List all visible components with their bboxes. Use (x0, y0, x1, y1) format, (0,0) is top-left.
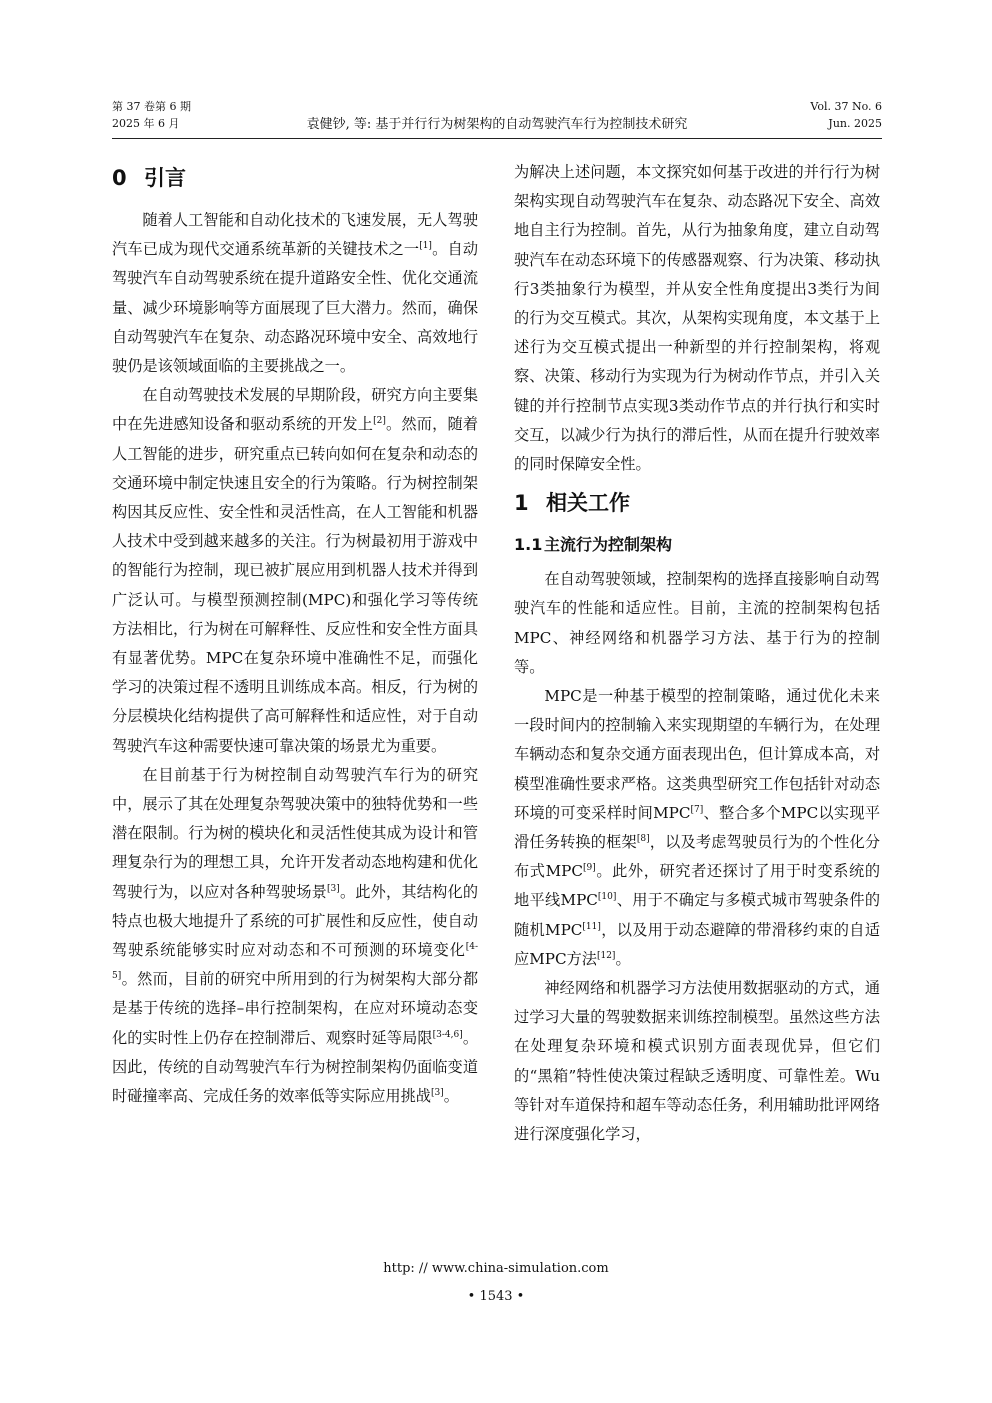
journal-url[interactable]: http: // www.china-simulation.com (383, 1261, 609, 1276)
paragraph: 神经网络和机器学习方法使用数据驱动的方式，通过学习大量的驾驶数据来训练控制模型。虽然这些方法在处理复杂环境和模式识别方面表现优异，但它们的“黑箱”特性使决策过程缺乏透明度、可靠性差。Wu等针对车道保持和超车等动态任务，利用辅助批评网络进行深度强化学习， (514, 979, 880, 1144)
section-number: 1 (514, 491, 529, 516)
date-cn: 2025 年 6 月 (112, 117, 180, 130)
section-heading-intro (112, 164, 478, 192)
running-header (112, 98, 882, 139)
page-number: • 1543 • (467, 1289, 525, 1304)
right-column (514, 158, 880, 1149)
paragraph: 在自动驾驶技术发展的早期阶段，研究方向主要集中在先进感知设备和驱动系统的开发上[2]。然而，随着人工智能的进步，研究重点已转向如何在复杂和动态的交通环境中制定快速且安全的行为策略。行为树控制架构因其反应性、安全性和灵活性高，在人工智能和机器人技术中受到越来越多的关注。行为树最初用于游戏中的智能行为控制，现已被扩展应用到机器人技术并得到广泛认可。与模型预测控制(MPC)和强化学习等传统方法相比，行为树在可解释性、反应性和安全性方面具有显著优势。MPC在复杂环境中准确性不足，而强化学习的决策过程不透明且训练成本高。相反，行为树的分层模块化结构提供了高可解释性和适应性，对于自动驾驶汽车这种需要快速可靠决策的场景尤为重要。 (112, 386, 479, 755)
section-title: 引言 (144, 166, 186, 190)
citation: [3] (430, 1088, 444, 1099)
paragraph: MPC是一种基于模型的控制策略，通过优化未来一段时间内的控制输入来实现期望的车辆行为，在处理车辆动态和复杂交通方面表现出色，但计算成本高，对模型准确性要求严格。这类典型研究工作包括针对动态环境的可变采样时间MPC[7]、整合多个MPC以实现平滑任务转换的框架[8]，以及考虑驾驶员行为的个性化分布式MPC[9]。此外，研究者还探讨了用于时变系统的地平线MPC[10]、用于不确定与多模式城市驾驶条件的随机MPC[11]，以及用于动态避障的带滑移约束的自适应MPC方法[12]。 (514, 687, 881, 968)
paragraph: 在自动驾驶领域，控制架构的选择直接影响自动驾驶汽车的性能和适应性。目前，主流的控制架构包括MPC、神经网络和机器学习方法、基于行为的控制等。 (514, 570, 880, 676)
section-number: 0 (112, 166, 127, 190)
section-title: 相关工作 (546, 491, 630, 516)
subsection-number: 1.1 (514, 535, 543, 555)
volume-issue-en: Vol. 37 No. 6 (810, 100, 882, 113)
paragraph: 随着人工智能和自动化技术的飞速发展，无人驾驶汽车已成为现代交通系统革新的关键技术之一[1]。自动驾驶汽车自动驾驶系统在提升道路安全性、优化交通流量、减少环境影响等方面展现了巨大潜力。然而，确保自动驾驶汽车在复杂、动态路况环境中安全、高效地行驶仍是该领域面临的主要挑战之一。 (112, 211, 479, 376)
subsection-title: 主流行为控制架构 (544, 535, 673, 555)
citation: [7] (690, 804, 704, 815)
citation: [1] (419, 241, 432, 252)
paragraph: 在目前基于行为树控制自动驾驶汽车行为的研究中，展示了其在处理复杂驾驶决策中的独特优势和一些潜在限制。行为树的模块化和灵活性使其成为设计和管理复杂行为的理想工具，允许开发者动态地构建和优化驾驶行为，以应对各种驾驶场景[3]。此外，其结构化的特点也极大地提升了系统的可扩展性和反应性，使自动驾驶系统能够实时应对动态和不可预测的环境变化[4-5]。然而，目前的研究中所用到的行为树架构大部分都是基于传统的选择–串行控制架构，在应对环境动态变化的实时性上仍存在控制滞后、观察时延等局限[3-4,6]。因此，传统的自动驾驶汽车行为树控制架构仍面临变道时碰撞率高、完成任务的效率低等实际应用挑战[3]。 (112, 765, 479, 1106)
citation: [3] (327, 883, 340, 894)
left-column (112, 158, 478, 1111)
citation: [10] (597, 892, 617, 903)
date-en: Jun. 2025 (828, 117, 882, 130)
section-heading-related-work (514, 489, 880, 517)
paragraph: 为解决上述问题，本文探究如何基于改进的并行行为树架构实现自动驾驶汽车在复杂、动态路况下安全、高效地自主行为控制。首先，从行为抽象角度，建立自动驾驶汽车在动态环境下的传感器观察、行为决策、移动执行3类抽象行为模型，并从安全性角度提出3类行为间的行为交互模式。其次，从架构实现角度，本文基于上述行为交互模式提出一种新型的并行控制架构，将观察、决策、移动行为实现为行为树动作节点，并引入关键的并行控制节点实现3类动作节点的并行执行和实时交互，以减少行为执行的滞后性，从而在提升行驶效率的同时保障安全性。 (514, 163, 880, 474)
citation: [4-5] (112, 942, 478, 982)
running-title: 袁健钞, 等: 基于并行行为树架构的自动驾驶汽车行为控制技术研究 (306, 117, 688, 132)
citation: [11] (582, 921, 601, 932)
citation: [12] (596, 950, 616, 961)
subsection-heading (514, 531, 880, 559)
citation: [9] (582, 863, 596, 874)
journal-volume-en (810, 98, 882, 132)
citation: [2] (373, 416, 386, 427)
volume-issue-cn: 第 37 卷第 6 期 (112, 100, 191, 113)
citation: [8] (636, 834, 650, 845)
citation: [3-4,6] (432, 1029, 463, 1040)
